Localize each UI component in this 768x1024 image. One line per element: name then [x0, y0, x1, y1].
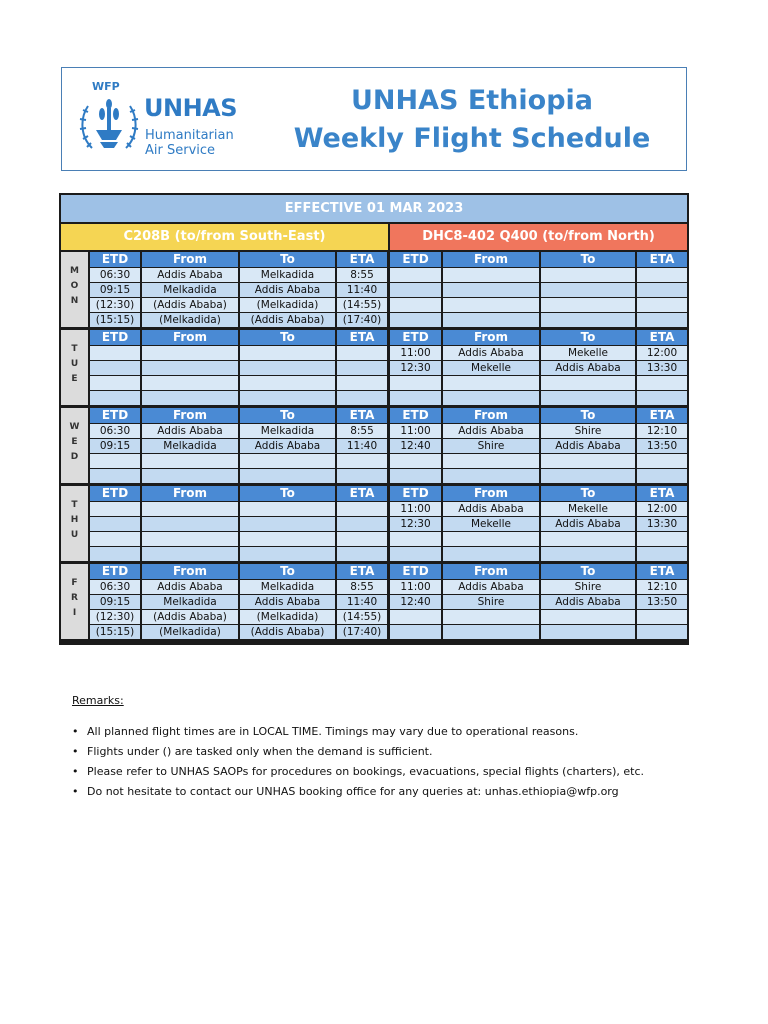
flight-cell-etd: 06:30	[90, 268, 140, 282]
day-letter: U	[70, 359, 79, 369]
flight-cell-etd: 11:00	[390, 580, 441, 594]
flight-cell-etd	[390, 376, 441, 390]
flight-cell-to	[541, 298, 635, 312]
flight-cell-from: Addis Ababa	[443, 424, 539, 438]
flight-cell-eta	[637, 547, 687, 561]
flight-cell-to: Melkadida	[240, 268, 335, 282]
flight-cell-eta	[337, 376, 387, 390]
flight-cell-from	[443, 454, 539, 468]
flight-cell-to: (Melkadida)	[240, 610, 335, 624]
flight-cell-to	[541, 469, 635, 483]
flight-cell-from: Melkadida	[142, 283, 238, 297]
flight-cell-eta: 8:55	[337, 268, 387, 282]
column-header-eta-c208b: ETA	[337, 408, 387, 423]
column-header-from-c208b: From	[142, 408, 238, 423]
flight-cell-from: Mekelle	[443, 517, 539, 531]
flight-cell-eta	[337, 469, 387, 483]
flight-cell-to	[541, 625, 635, 639]
flight-cell-etd	[90, 376, 140, 390]
column-header-etd-c208b: ETD	[90, 252, 140, 267]
flight-cell-to	[541, 313, 635, 327]
document-header	[61, 67, 687, 171]
flight-cell-eta: 12:00	[637, 502, 687, 516]
flight-cell-to: Addis Ababa	[240, 439, 335, 453]
flight-cell-to	[541, 454, 635, 468]
flight-cell-etd: (12:30)	[90, 298, 140, 312]
column-header-to-dhc8: To	[541, 252, 635, 267]
day-letter: E	[71, 374, 78, 384]
day-label	[61, 564, 88, 639]
column-header-to-c208b: To	[240, 564, 335, 579]
flight-cell-etd	[90, 361, 140, 375]
flight-cell-eta: 8:55	[337, 424, 387, 438]
flight-cell-etd: 11:00	[390, 346, 441, 360]
day-label	[61, 252, 88, 327]
flight-cell-from	[142, 469, 238, 483]
flight-cell-from	[443, 547, 539, 561]
column-header-eta-c208b: ETA	[337, 486, 387, 501]
flight-cell-from	[443, 283, 539, 297]
flight-cell-to	[541, 268, 635, 282]
flight-cell-eta: (14:55)	[337, 298, 387, 312]
flight-cell-eta	[337, 547, 387, 561]
flight-cell-to	[240, 346, 335, 360]
flight-cell-from	[443, 376, 539, 390]
column-header-from-dhc8: From	[443, 408, 539, 423]
flight-schedule-table	[59, 193, 689, 645]
flight-cell-from: Shire	[443, 439, 539, 453]
flight-cell-eta	[637, 625, 687, 639]
day-label	[61, 330, 88, 405]
day-letter: R	[71, 593, 78, 603]
flight-cell-from	[443, 469, 539, 483]
flight-cell-eta	[337, 502, 387, 516]
flight-cell-from	[443, 610, 539, 624]
remark-item: • All planned flight times are in LOCAL TIME. Timings may vary due to operational reasons.	[72, 725, 712, 745]
flight-cell-from: Melkadida	[142, 595, 238, 609]
flight-cell-eta	[637, 610, 687, 624]
flight-cell-eta: 12:00	[637, 346, 687, 360]
remarks-section	[72, 694, 712, 805]
flight-cell-eta: 11:40	[337, 283, 387, 297]
column-header-to-dhc8: To	[541, 486, 635, 501]
flight-cell-to: Melkadida	[240, 580, 335, 594]
unhas-logo	[70, 76, 250, 164]
flight-cell-eta	[637, 454, 687, 468]
column-header-to-c208b: To	[240, 408, 335, 423]
flight-cell-from: Shire	[443, 595, 539, 609]
logo-subtitle-line1: Humanitarian	[145, 128, 234, 143]
flight-cell-to	[541, 391, 635, 405]
section-c208b-header: C208B (to/from South-East)	[61, 224, 388, 250]
flight-cell-from: Addis Ababa	[443, 346, 539, 360]
flight-cell-to: (Melkadida)	[240, 298, 335, 312]
column-header-from-dhc8: From	[443, 252, 539, 267]
flight-cell-etd	[390, 469, 441, 483]
flight-cell-from	[443, 313, 539, 327]
flight-cell-to: Addis Ababa	[240, 595, 335, 609]
remark-item: • Flights under () are tasked only when the demand is sufficient.	[72, 745, 712, 765]
flight-cell-from: (Melkadida)	[142, 625, 238, 639]
flight-cell-etd: 12:40	[390, 439, 441, 453]
flight-cell-to	[541, 547, 635, 561]
flight-cell-to	[240, 454, 335, 468]
flight-cell-to	[240, 391, 335, 405]
column-header-etd-c208b: ETD	[90, 330, 140, 345]
flight-cell-from: (Melkadida)	[142, 313, 238, 327]
flight-cell-eta: 11:40	[337, 595, 387, 609]
flight-cell-etd	[90, 547, 140, 561]
day-letter: U	[70, 530, 79, 540]
flight-cell-to: Addis Ababa	[541, 517, 635, 531]
day-letter: F	[71, 578, 78, 588]
flight-cell-etd	[90, 346, 140, 360]
flight-cell-eta	[637, 283, 687, 297]
flight-cell-from	[142, 502, 238, 516]
flight-cell-to: (Addis Ababa)	[240, 625, 335, 639]
column-header-etd-dhc8: ETD	[390, 330, 441, 345]
column-header-to-c208b: To	[240, 486, 335, 501]
remarks-list	[72, 725, 712, 805]
column-header-eta-dhc8: ETA	[637, 486, 687, 501]
column-header-to-dhc8: To	[541, 564, 635, 579]
flight-cell-etd: (12:30)	[90, 610, 140, 624]
flight-cell-etd	[90, 469, 140, 483]
flight-cell-from	[443, 532, 539, 546]
flight-cell-etd	[390, 283, 441, 297]
flight-cell-to	[240, 361, 335, 375]
flight-cell-etd: 09:15	[90, 595, 140, 609]
flight-cell-etd: 09:15	[90, 283, 140, 297]
flight-cell-to: Addis Ababa	[240, 283, 335, 297]
column-header-to-dhc8: To	[541, 408, 635, 423]
flight-cell-from	[443, 298, 539, 312]
flight-cell-to: (Addis Ababa)	[240, 313, 335, 327]
day-letter: D	[70, 452, 79, 462]
flight-cell-etd	[390, 454, 441, 468]
flight-cell-from	[142, 361, 238, 375]
flight-cell-from: Addis Ababa	[142, 268, 238, 282]
flight-cell-etd	[390, 298, 441, 312]
column-header-from-c208b: From	[142, 486, 238, 501]
flight-cell-eta: 11:40	[337, 439, 387, 453]
column-header-eta-c208b: ETA	[337, 564, 387, 579]
flight-cell-to: Addis Ababa	[541, 361, 635, 375]
flight-cell-etd: 12:30	[390, 361, 441, 375]
flight-cell-from	[142, 532, 238, 546]
flight-cell-from	[142, 547, 238, 561]
flight-cell-eta	[337, 346, 387, 360]
flight-cell-etd	[90, 391, 140, 405]
flight-cell-eta: (14:55)	[337, 610, 387, 624]
flight-cell-etd	[390, 391, 441, 405]
flight-cell-to	[240, 502, 335, 516]
flight-cell-eta	[637, 469, 687, 483]
flight-cell-to	[541, 283, 635, 297]
flight-cell-to	[240, 547, 335, 561]
flight-cell-eta: 12:10	[637, 580, 687, 594]
flight-cell-from	[142, 376, 238, 390]
flight-cell-eta	[637, 376, 687, 390]
flight-cell-eta	[337, 517, 387, 531]
column-header-etd-c208b: ETD	[90, 564, 140, 579]
flight-cell-eta	[637, 391, 687, 405]
column-header-etd-dhc8: ETD	[390, 564, 441, 579]
logo-unhas-text: UNHAS	[144, 94, 238, 122]
column-header-eta-c208b: ETA	[337, 330, 387, 345]
day-letter: T	[71, 500, 78, 510]
column-header-etd-c208b: ETD	[90, 408, 140, 423]
flight-cell-eta	[337, 532, 387, 546]
day-letter: M	[70, 266, 79, 276]
day-letter: O	[70, 281, 79, 291]
flight-cell-etd: 11:00	[390, 502, 441, 516]
column-header-eta-dhc8: ETA	[637, 564, 687, 579]
flight-cell-to: Melkadida	[240, 424, 335, 438]
column-header-from-c208b: From	[142, 252, 238, 267]
flight-cell-eta	[637, 532, 687, 546]
logo-subtitle-line2: Air Service	[145, 143, 216, 158]
flight-cell-eta: 13:30	[637, 517, 687, 531]
flight-cell-etd: 09:15	[90, 439, 140, 453]
flight-cell-etd	[390, 532, 441, 546]
title-line-1: UNHAS Ethiopia	[350, 85, 594, 116]
flight-cell-to	[240, 517, 335, 531]
flight-cell-to	[541, 610, 635, 624]
flight-cell-eta: 13:50	[637, 439, 687, 453]
flight-cell-eta	[637, 313, 687, 327]
flight-cell-to: Shire	[541, 424, 635, 438]
flight-cell-etd	[90, 517, 140, 531]
column-header-eta-c208b: ETA	[337, 252, 387, 267]
flight-cell-etd	[90, 502, 140, 516]
flight-cell-from: Melkadida	[142, 439, 238, 453]
flight-cell-from	[443, 625, 539, 639]
flight-cell-from: (Addis Ababa)	[142, 298, 238, 312]
flight-cell-etd: 12:30	[390, 517, 441, 531]
column-header-from-c208b: From	[142, 564, 238, 579]
flight-cell-from	[443, 268, 539, 282]
day-letter: T	[71, 344, 78, 354]
flight-cell-to	[541, 376, 635, 390]
flight-cell-to	[541, 532, 635, 546]
flight-cell-from: Addis Ababa	[443, 502, 539, 516]
flight-cell-eta	[337, 391, 387, 405]
flight-cell-to	[240, 532, 335, 546]
flight-cell-etd	[390, 268, 441, 282]
flight-cell-eta	[337, 454, 387, 468]
column-header-from-dhc8: From	[443, 564, 539, 579]
flight-cell-to: Mekelle	[541, 346, 635, 360]
remarks-title: Remarks:	[72, 694, 124, 707]
section-dhc8-header: DHC8-402 Q400 (to/from North)	[390, 224, 687, 250]
flight-cell-etd	[90, 532, 140, 546]
flight-cell-from	[142, 391, 238, 405]
column-header-to-c208b: To	[240, 330, 335, 345]
flight-cell-eta: 12:10	[637, 424, 687, 438]
column-header-to-dhc8: To	[541, 330, 635, 345]
column-header-eta-dhc8: ETA	[637, 408, 687, 423]
flight-cell-etd	[390, 313, 441, 327]
flight-cell-etd: 06:30	[90, 424, 140, 438]
day-label	[61, 486, 88, 561]
column-header-etd-dhc8: ETD	[390, 486, 441, 501]
flight-cell-to	[240, 376, 335, 390]
flight-cell-to: Addis Ababa	[541, 595, 635, 609]
column-header-etd-dhc8: ETD	[390, 252, 441, 267]
flight-cell-eta	[637, 268, 687, 282]
flight-cell-eta	[637, 298, 687, 312]
column-header-etd-c208b: ETD	[90, 486, 140, 501]
flight-cell-eta: (17:40)	[337, 625, 387, 639]
day-letter: I	[72, 608, 77, 618]
title-line-2: Weekly Flight Schedule	[293, 123, 651, 154]
flight-cell-from	[142, 346, 238, 360]
effective-date-banner: EFFECTIVE 01 MAR 2023	[61, 195, 687, 222]
column-header-from-dhc8: From	[443, 486, 539, 501]
flight-cell-etd	[390, 625, 441, 639]
day-letter: E	[71, 437, 78, 447]
flight-cell-from: Addis Ababa	[142, 580, 238, 594]
day-letter: N	[70, 296, 79, 306]
flight-cell-etd: (15:15)	[90, 625, 140, 639]
day-letter: H	[70, 515, 79, 525]
logo-wfp-text: WFP	[92, 80, 120, 93]
flight-cell-eta	[337, 361, 387, 375]
remark-item: • Please refer to UNHAS SAOPs for procedures on bookings, evacuations, special flights (charters), etc.	[72, 765, 712, 785]
flight-cell-from	[443, 391, 539, 405]
remark-item: • Do not hesitate to contact our UNHAS booking office for any queries at: unhas.ethiopia@wfp.org	[72, 785, 712, 805]
column-header-from-c208b: From	[142, 330, 238, 345]
day-letter: W	[69, 422, 80, 432]
column-header-eta-dhc8: ETA	[637, 252, 687, 267]
flight-cell-etd: 06:30	[90, 580, 140, 594]
flight-cell-from: (Addis Ababa)	[142, 610, 238, 624]
flight-cell-from: Mekelle	[443, 361, 539, 375]
un-wreath-icon	[76, 92, 142, 158]
flight-cell-etd: (15:15)	[90, 313, 140, 327]
flight-cell-eta: 13:50	[637, 595, 687, 609]
column-header-etd-dhc8: ETD	[390, 408, 441, 423]
flight-cell-eta: 13:30	[637, 361, 687, 375]
column-header-from-dhc8: From	[443, 330, 539, 345]
flight-cell-etd	[90, 454, 140, 468]
flight-cell-to: Addis Ababa	[541, 439, 635, 453]
flight-cell-eta: 8:55	[337, 580, 387, 594]
flight-cell-eta: (17:40)	[337, 313, 387, 327]
flight-cell-from	[142, 454, 238, 468]
flight-cell-from: Addis Ababa	[443, 580, 539, 594]
flight-cell-to: Mekelle	[541, 502, 635, 516]
flight-cell-etd	[390, 610, 441, 624]
flight-cell-from: Addis Ababa	[142, 424, 238, 438]
day-label	[61, 408, 88, 483]
page-title	[262, 82, 682, 158]
flight-cell-from	[142, 517, 238, 531]
flight-cell-to: Shire	[541, 580, 635, 594]
column-header-to-c208b: To	[240, 252, 335, 267]
flight-cell-etd: 11:00	[390, 424, 441, 438]
flight-cell-etd: 12:40	[390, 595, 441, 609]
column-header-eta-dhc8: ETA	[637, 330, 687, 345]
flight-cell-etd	[390, 547, 441, 561]
flight-cell-to	[240, 469, 335, 483]
